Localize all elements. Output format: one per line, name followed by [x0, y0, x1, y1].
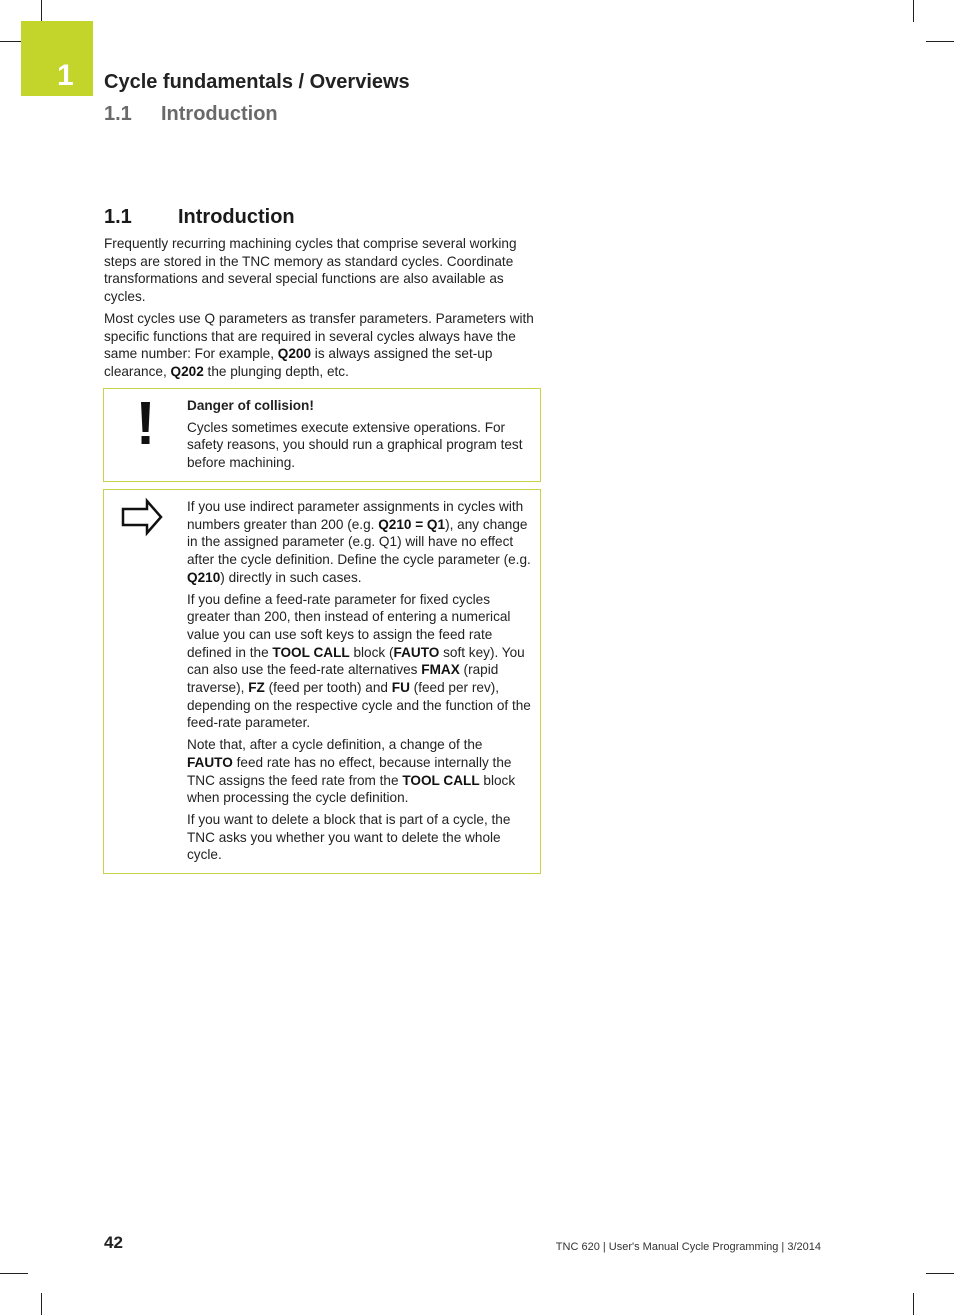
crop-mark [926, 41, 954, 42]
text-run: (feed per rev), depending on the respective cycle and the function of the feed-rate parameter. [187, 680, 531, 731]
crop-mark [913, 0, 914, 22]
running-section-title: Introduction [161, 103, 278, 125]
text-run: Note that, after a cycle definition, a change of the [187, 737, 483, 753]
crop-mark [0, 1273, 28, 1274]
keyword-fz: FZ [248, 680, 265, 696]
text-run: If you define a feed-rate parameter for fixed cycles greater than 200, then instead of entering a numerical value you can use soft keys to assign the feed rate defined in the [187, 591, 511, 660]
text-run: If you use indirect parameter assignments in cycles with numbers greater than 200 (e.g. [187, 499, 524, 532]
keyword-fauto: FAUTO [187, 754, 233, 770]
warning-box [103, 388, 541, 482]
exclamation-icon [104, 389, 186, 488]
hint-content [187, 490, 540, 874]
hint-paragraph-1 [187, 498, 532, 587]
keyword-fu: FU [391, 680, 410, 696]
chapter-title: Cycle fundamentals / Overviews [104, 71, 410, 93]
text-run: Most cycles use Q parameters as transfer parameters. Parameters with specific functions that are required in several cycles always have the same number: For example, [104, 310, 534, 362]
keyword-q210-q1: Q210 = Q1 [378, 516, 446, 532]
text-run: ), any change in the assigned parameter (e.g. Q1) will have no effect after the cycle definition. Define the cycle parameter (e.g. [187, 516, 531, 568]
body-paragraph-1: Frequently recurring machining cycles that comprise several working steps are stored in the TNC memory as standard cycles. Coordinate transformations and several special functions are also available as cycles. [104, 236, 517, 305]
crop-mark [41, 0, 42, 22]
warning-content [187, 389, 540, 482]
section-heading [104, 206, 295, 229]
hint-box [103, 489, 541, 874]
text-run: is always assigned the set-up clearance, [104, 346, 493, 379]
crop-mark [41, 1293, 42, 1315]
body-text [104, 235, 542, 385]
keyword-q200: Q200 [277, 346, 312, 362]
section-number: 1.1 [104, 206, 132, 228]
text-run: ) directly in such cases. [220, 569, 362, 585]
warning-text: Cycles sometimes execute extensive operations. For safety reasons, you should run a graphical program test before machining. [187, 419, 523, 471]
keyword-tool-call: TOOL CALL [402, 772, 480, 788]
keyword-q210: Q210 [187, 569, 221, 585]
arrow-right-icon [104, 490, 186, 555]
text-run: block ( [349, 644, 394, 660]
text-run: (feed per tooth) and [264, 680, 392, 696]
text-run: the plunging depth, etc. [203, 363, 349, 379]
chapter-number: 1 [57, 59, 74, 92]
keyword-fauto: FAUTO [393, 644, 440, 660]
body-paragraph-2 [104, 310, 542, 381]
crop-mark [926, 1273, 954, 1274]
crop-mark [913, 1293, 914, 1315]
running-section-number: 1.1 [104, 103, 132, 125]
text-run: block when processing the cycle definition. [187, 772, 516, 806]
keyword-tool-call: TOOL CALL [272, 644, 350, 660]
hint-paragraph-4: If you want to delete a block that is part of a cycle, the TNC asks you whether you want to delete the whole cycle. [187, 811, 511, 863]
text-run: (rapid traverse), [187, 662, 499, 696]
warning-heading: Danger of collision! [187, 398, 314, 413]
section-title: Introduction [178, 206, 295, 228]
running-section-header [104, 103, 278, 126]
chapter-tab [21, 21, 93, 96]
keyword-fmax: FMAX [421, 662, 460, 678]
footer-text: TNC 620 | User's Manual Cycle Programming | 3/2014 [555, 1241, 821, 1253]
keyword-q202: Q202 [170, 363, 204, 379]
text-run: feed rate has no effect, because internally the TNC assigns the feed rate from the [187, 754, 512, 788]
text-run: soft key). You can also use the feed-rate alternatives [187, 644, 525, 678]
hint-paragraph-3 [187, 736, 532, 807]
hint-paragraph-2 [187, 591, 532, 733]
page-number: 42 [104, 1233, 123, 1252]
